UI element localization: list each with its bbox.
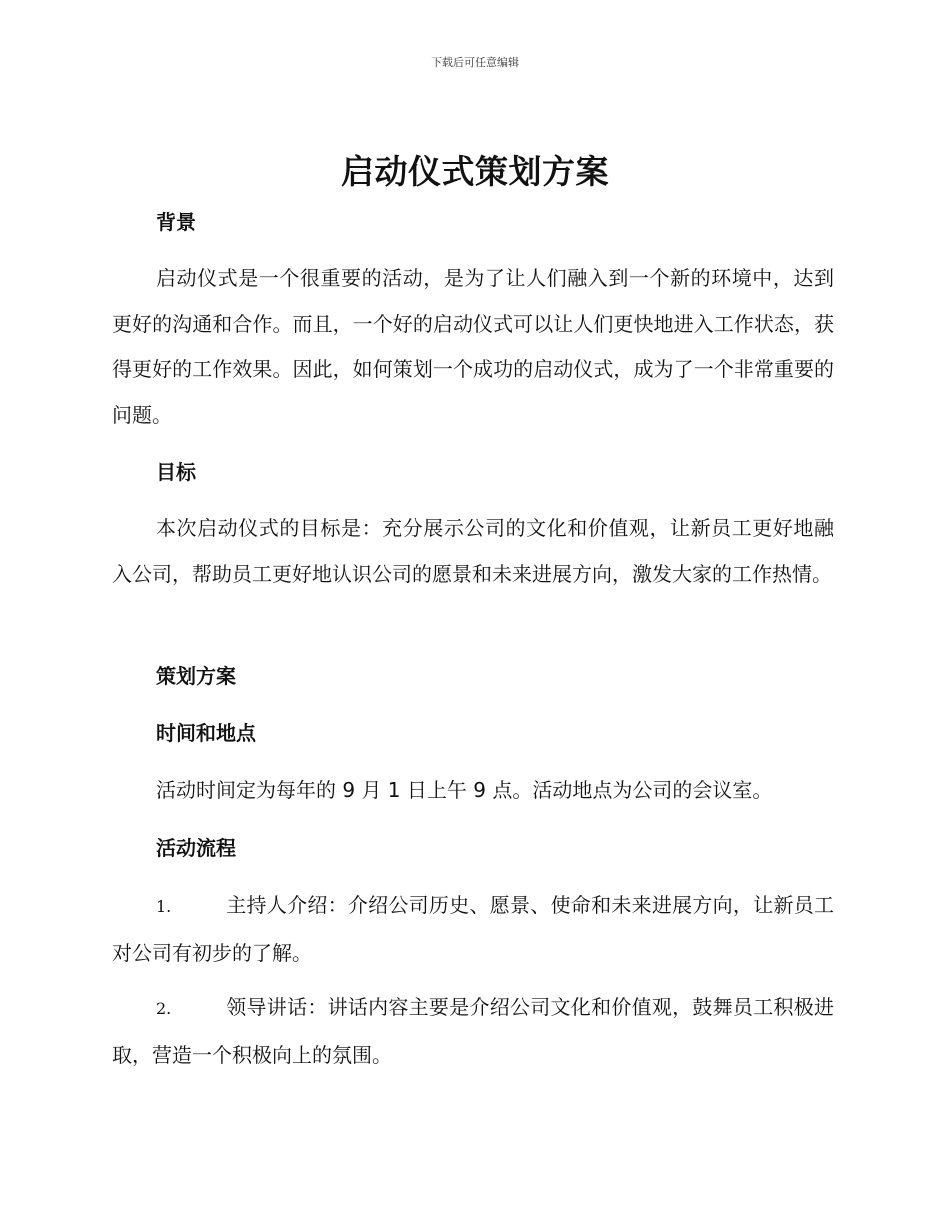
paragraph-background: 启动仪式是一个很重要的活动，是为了让人们融入到一个新的环境中，达到更好的沟通和合作。而且，一个好的启动仪式可以让人们更快地进入工作状态，获得更好的工作效果。因此，如何策划一个成功的启动仪式，成为了一个非常重要的问题。 — [112, 266, 834, 427]
section-heading-plan: 策划方案 — [156, 664, 236, 688]
list-item-text: 主持人介绍：介绍公司历史、愿景、使命和未来进展方向，让新员工对公司有初步的了解。 — [112, 893, 834, 965]
section-heading-goal: 目标 — [156, 460, 196, 484]
paragraph-time-place: 活动时间定为每年的 9 月 1 日上午 9 点。活动地点为公司的会议室。 — [156, 778, 773, 802]
list-item-number: 2. — [156, 999, 172, 1018]
section-heading-process: 活动流程 — [156, 836, 236, 860]
list-item — [112, 984, 834, 1078]
document-title: 启动仪式策划方案 — [341, 152, 609, 191]
header-note: 下载后可任意编辑 — [431, 56, 519, 69]
section-heading-background: 背景 — [156, 210, 196, 234]
list-item — [112, 882, 834, 976]
list-item-text: 领导讲话：讲话内容主要是介绍公司文化和价值观，鼓舞员工积极进取，营造一个积极向上的氛围。 — [112, 995, 834, 1067]
section-heading-time-place: 时间和地点 — [156, 721, 256, 745]
paragraph-goal: 本次启动仪式的目标是：充分展示公司的文化和价值观，让新员工更好地融入公司，帮助员工更好地认识公司的愿景和未来进展方向，激发大家的工作热情。 — [112, 516, 834, 586]
list-item-number: 1. — [156, 897, 172, 916]
